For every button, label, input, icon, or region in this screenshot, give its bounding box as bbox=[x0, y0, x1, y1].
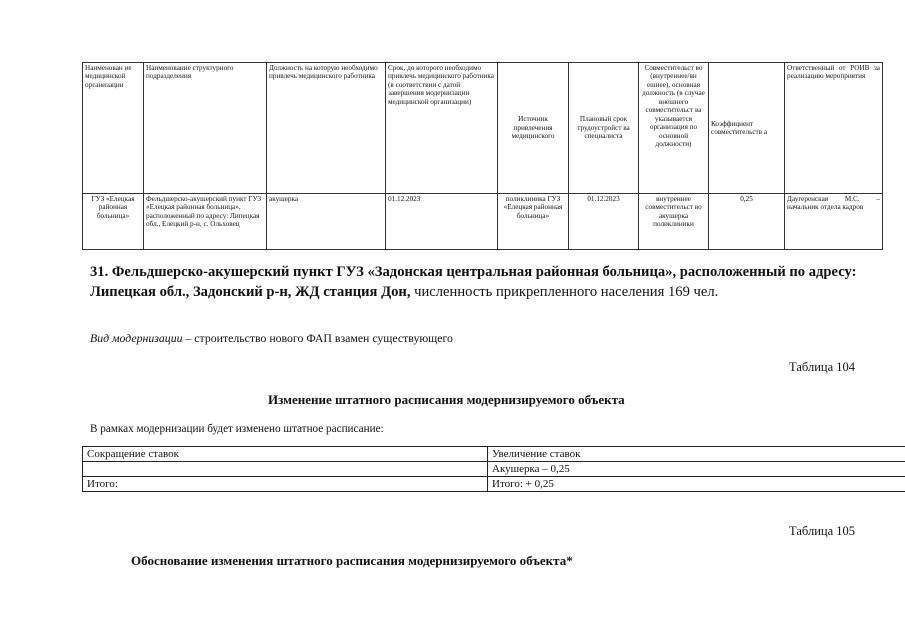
col-increase: Увеличение ставок bbox=[488, 447, 905, 462]
header-position: Должность на которую необходимо привлечь медицинского работника bbox=[267, 63, 386, 194]
table-104-heading: Изменение штатного расписания модернизируемого объекта bbox=[268, 392, 625, 407]
cell-planned-date: 01.12.2023 bbox=[569, 194, 639, 250]
cell-responsible: Даугеренская М.С. – начальник отдела кадров bbox=[785, 194, 883, 250]
table-105-heading: Обоснование изменения штатного расписания модернизируемого объекта* bbox=[131, 553, 573, 568]
modernization-type bbox=[90, 331, 453, 346]
table-105-number: Таблица 105 bbox=[789, 524, 855, 538]
staff-table-header bbox=[83, 447, 905, 462]
header-responsible: Ответственный от РОИВ за реализацию мероприятия bbox=[785, 63, 883, 194]
header-deadline: Срок, до которого необходимо привлечь медицинского работника (в соответствии с датой завершения модернизации медицинской организации) bbox=[386, 63, 498, 194]
header-organization: Наименован ие медицинской организации bbox=[83, 63, 144, 194]
cell-structural-unit: Фельдшерско-акушерский пункт ГУЗ «Елецкая районная больница», расположенный по адресу: Липецкая обл., Елецкий р-н, с. Ольховец bbox=[144, 194, 267, 250]
header-structural-unit: Наименование структурного подразделения bbox=[144, 63, 267, 194]
modernization-label: Вид модернизации bbox=[90, 331, 183, 345]
table-row bbox=[83, 194, 883, 250]
table-104-number: Таблица 104 bbox=[789, 360, 855, 374]
section-title-bold: 31. Фельдшерско-акушерский пункт ГУЗ «Задонская центральная районная больница», расположенный по адресу: Липецкая обл., Задонский р-н, ЖД станция Дон, bbox=[90, 264, 857, 300]
row1-increase: Акушерка – 0,25 bbox=[488, 462, 905, 477]
cell-source: поликлиника ГУЗ «Елецкая районная больница» bbox=[498, 194, 569, 250]
modernization-text: – строительство нового ФАП взамен существующего bbox=[182, 331, 453, 345]
personnel-table bbox=[82, 62, 883, 250]
header-planned-date: Плановый срок трудоустройст ва специалиста bbox=[569, 63, 639, 194]
table-104-intro: В рамках модернизации будет изменено штатное расписание: bbox=[90, 423, 384, 435]
cell-coefficient: 0,25 bbox=[709, 194, 785, 250]
col-reduce: Сокращение ставок bbox=[83, 447, 488, 462]
row1-reduce bbox=[83, 462, 488, 477]
total-reduce: Итого: bbox=[83, 477, 488, 492]
cell-organization: ГУЗ «Елецкая районная больница» bbox=[83, 194, 144, 250]
staff-schedule-table bbox=[82, 446, 905, 492]
total-increase: Итого: + 0,25 bbox=[488, 477, 905, 492]
cell-position: акушерка bbox=[267, 194, 386, 250]
section-title bbox=[90, 262, 870, 302]
personnel-table-header bbox=[83, 63, 883, 194]
table-row bbox=[83, 462, 905, 477]
header-part-time: Совместительст во (внутреннее/вн ешнее), основная должность (в случае внешнего совместительст ва указывается организация по основной должности) bbox=[639, 63, 709, 194]
header-coefficient: Коэффициент совместительств а bbox=[709, 63, 785, 194]
cell-part-time: внутреннее совместительст во акушерка поликлиники bbox=[639, 194, 709, 250]
section-title-population: численность прикрепленного населения 169 чел. bbox=[410, 284, 719, 300]
header-source: Источник привлечения медицинского bbox=[498, 63, 569, 194]
table-row-total bbox=[83, 477, 905, 492]
cell-deadline: 01.12.2023 bbox=[386, 194, 498, 250]
